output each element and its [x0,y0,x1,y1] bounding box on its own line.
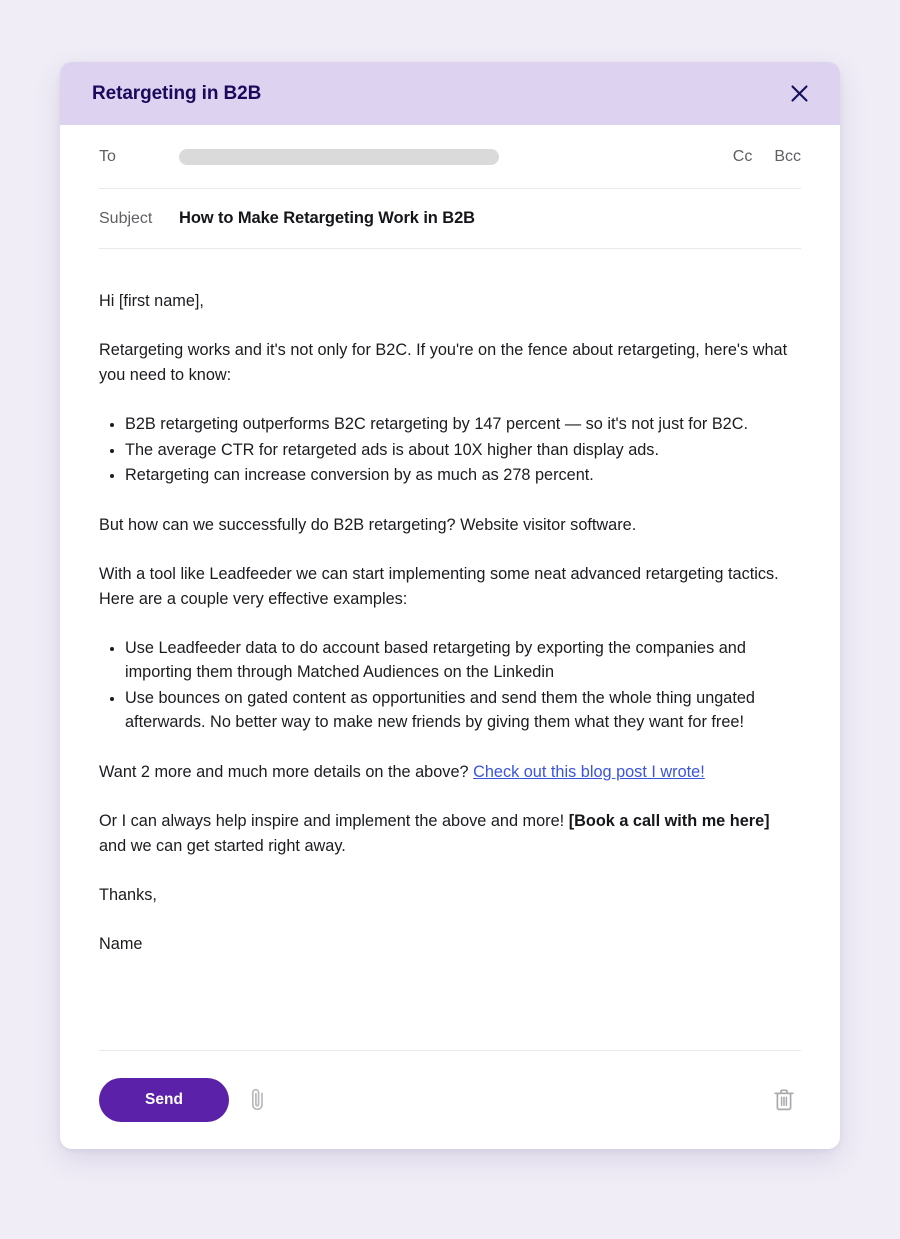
page-title: Retargeting in B2B [92,82,262,104]
list-item: • The average CTR for retargeted ads is about 10X higher than display ads. [125,438,801,462]
close-button[interactable] [784,79,814,109]
body-cta [99,760,801,784]
body-offer [99,809,801,858]
to-label: To [99,147,116,165]
offer-suffix-text: and we can get started right away. [99,836,346,855]
list-item: • B2B retargeting outperforms B2C retargeting by 147 percent — so it's not just for B2C. [125,412,801,436]
compose-window [60,62,840,1149]
body-greeting: Hi [first name], [99,292,204,310]
compose-header [60,62,840,125]
subject-label: Subject [99,209,153,227]
paperclip-icon [247,1087,269,1113]
to-field-row[interactable] [99,125,801,189]
compose-footer [60,1051,840,1149]
body-question: But how can we successfully do B2B retargeting? Website visitor software. [99,515,637,534]
send-button[interactable]: Send [99,1078,229,1122]
book-call-text: [Book a call with me here] [568,812,770,831]
body-tool-intro: With a tool like Leadfeeder we can start implementing some neat advanced retargeting tactics. Here are a couple very effective examples: [99,565,779,608]
body-intro: Retargeting works and it's not only for B2C. If you're on the fence about retargeting, here's what you need to know: [99,341,788,384]
subject-input[interactable]: How to Make Retargeting Work in B2B [179,209,475,227]
blog-post-link[interactable]: Check out this blog post I wrote! [473,762,705,781]
list-item: • Use Leadfeeder data to do account based retargeting by exporting the companies and importing them through Matched Audiences on the Linkedin [125,636,801,685]
attach-button[interactable] [241,1083,275,1117]
message-body[interactable] [60,249,840,1050]
body-signoff: Thanks, [99,886,157,904]
stats-list [99,412,801,487]
cc-button[interactable]: Cc [732,147,753,165]
bcc-button[interactable]: Bcc [774,147,801,165]
delete-button[interactable] [767,1083,801,1117]
cta-prefix-text: Want 2 more and much more details on the above? [99,762,474,781]
close-icon [790,84,809,103]
recipient-input[interactable] [179,149,499,165]
subject-field-row[interactable] [99,189,801,249]
trash-icon [772,1087,796,1113]
list-item: • Retargeting can increase conversion by as much as 278 percent. [125,463,801,487]
offer-prefix-text: Or I can always help inspire and implement the above and more! [99,812,569,831]
body-signature: Name [99,935,143,954]
list-item: • Use bounces on gated content as opportunities and send them the whole thing ungated afterwards. No better way to make new friends by giving them what they want for free! [125,686,801,735]
tactics-list [99,636,801,735]
